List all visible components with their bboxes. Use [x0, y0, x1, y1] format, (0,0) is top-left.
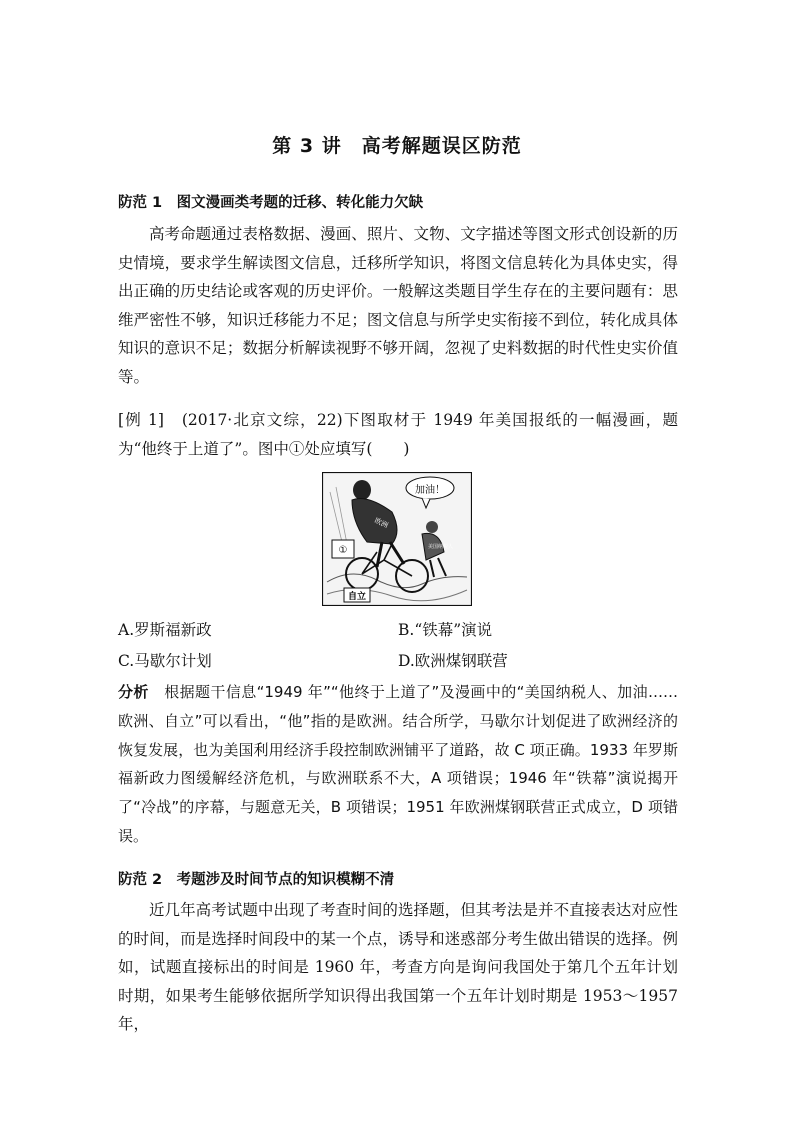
option-a: A.罗斯福新政 [118, 621, 212, 639]
cartoon-marker: ① [338, 545, 348, 556]
section-2-body: 近几年高考试题中出现了考查时间的选择题，但其考法是并不直接表达对应性的时间，而是选择时间段中的某一个点，诱导和迷惑部分考生做出错误的选择。例如，试题直接标出的时间是 1960 年，考查方向是询问我国处于第几个五年计划时期，如果考生能够依据所学知识得出我国第一个五年计划时期是 1953～1957 年， [118, 901, 678, 1034]
analysis-block [118, 678, 678, 851]
analysis-text: 根据题干信息“1949 年”“他终于上道了”及漫画中的“美国纳税人、加油……欧洲、自立”可以看出，“他”指的是欧洲。结合所学，马歇尔计划促进了欧洲经济的恢复发展，也为美国利用经济手段控制欧洲铺平了道路，故 C 项正确。1933 年罗斯福新政力图缓解经济危机，与欧洲联系不大，A 项错误；1946 年“铁幕”演说揭开了“冷战”的序幕，与题意无关，B 项错误；1951 年欧洲煤钢联营正式成立，D 项错误。 [118, 683, 678, 845]
analysis-label: 分析 [118, 683, 149, 701]
section-1-heading: 防范 1 图文漫画类考题的迁移、转化能力欠缺 [118, 195, 424, 211]
option-c: C.马歇尔计划 [118, 652, 212, 670]
cartoon-taxpayer-label: 美国纳税人 [428, 544, 454, 550]
option-b: B.“铁幕”演说 [398, 621, 493, 639]
cartoon-image [322, 472, 472, 606]
cartoon-speech-text: 加油！ [415, 485, 445, 496]
cartoon-bike-label: 自立 [347, 592, 367, 602]
cartoon-europe-label: 欧洲 [373, 516, 390, 530]
option-d: D.欧洲煤钢联营 [398, 652, 508, 670]
section-2-heading: 防范 2 考题涉及时间节点的知识模糊不清 [118, 872, 395, 888]
section-1-body: 高考命题通过表格数据、漫画、照片、文物、文字描述等图文形式创设新的历史情境，要求学生解读图文信息，迁移所学知识，将图文信息转化为具体史实，得出正确的历史结论或客观的历史评价。一般解这类题目学生存在的主要问题有：思维严密性不够，知识迁移能力不足；图文信息与所学史实衔接不到位，转化成具体知识的意识不足；数据分析解读视野不够开阔，忽视了史料数据的时代性史实价值等。 [118, 225, 678, 386]
page-title: 第 3 讲 高考解题误区防范 [272, 135, 522, 157]
example-1-question: [例 1] (2017·北京文综，22)下图取材于 1949 年美国报纸的一幅漫画，题为“他终于上道了”。图中①处应填写( ) [118, 411, 678, 458]
